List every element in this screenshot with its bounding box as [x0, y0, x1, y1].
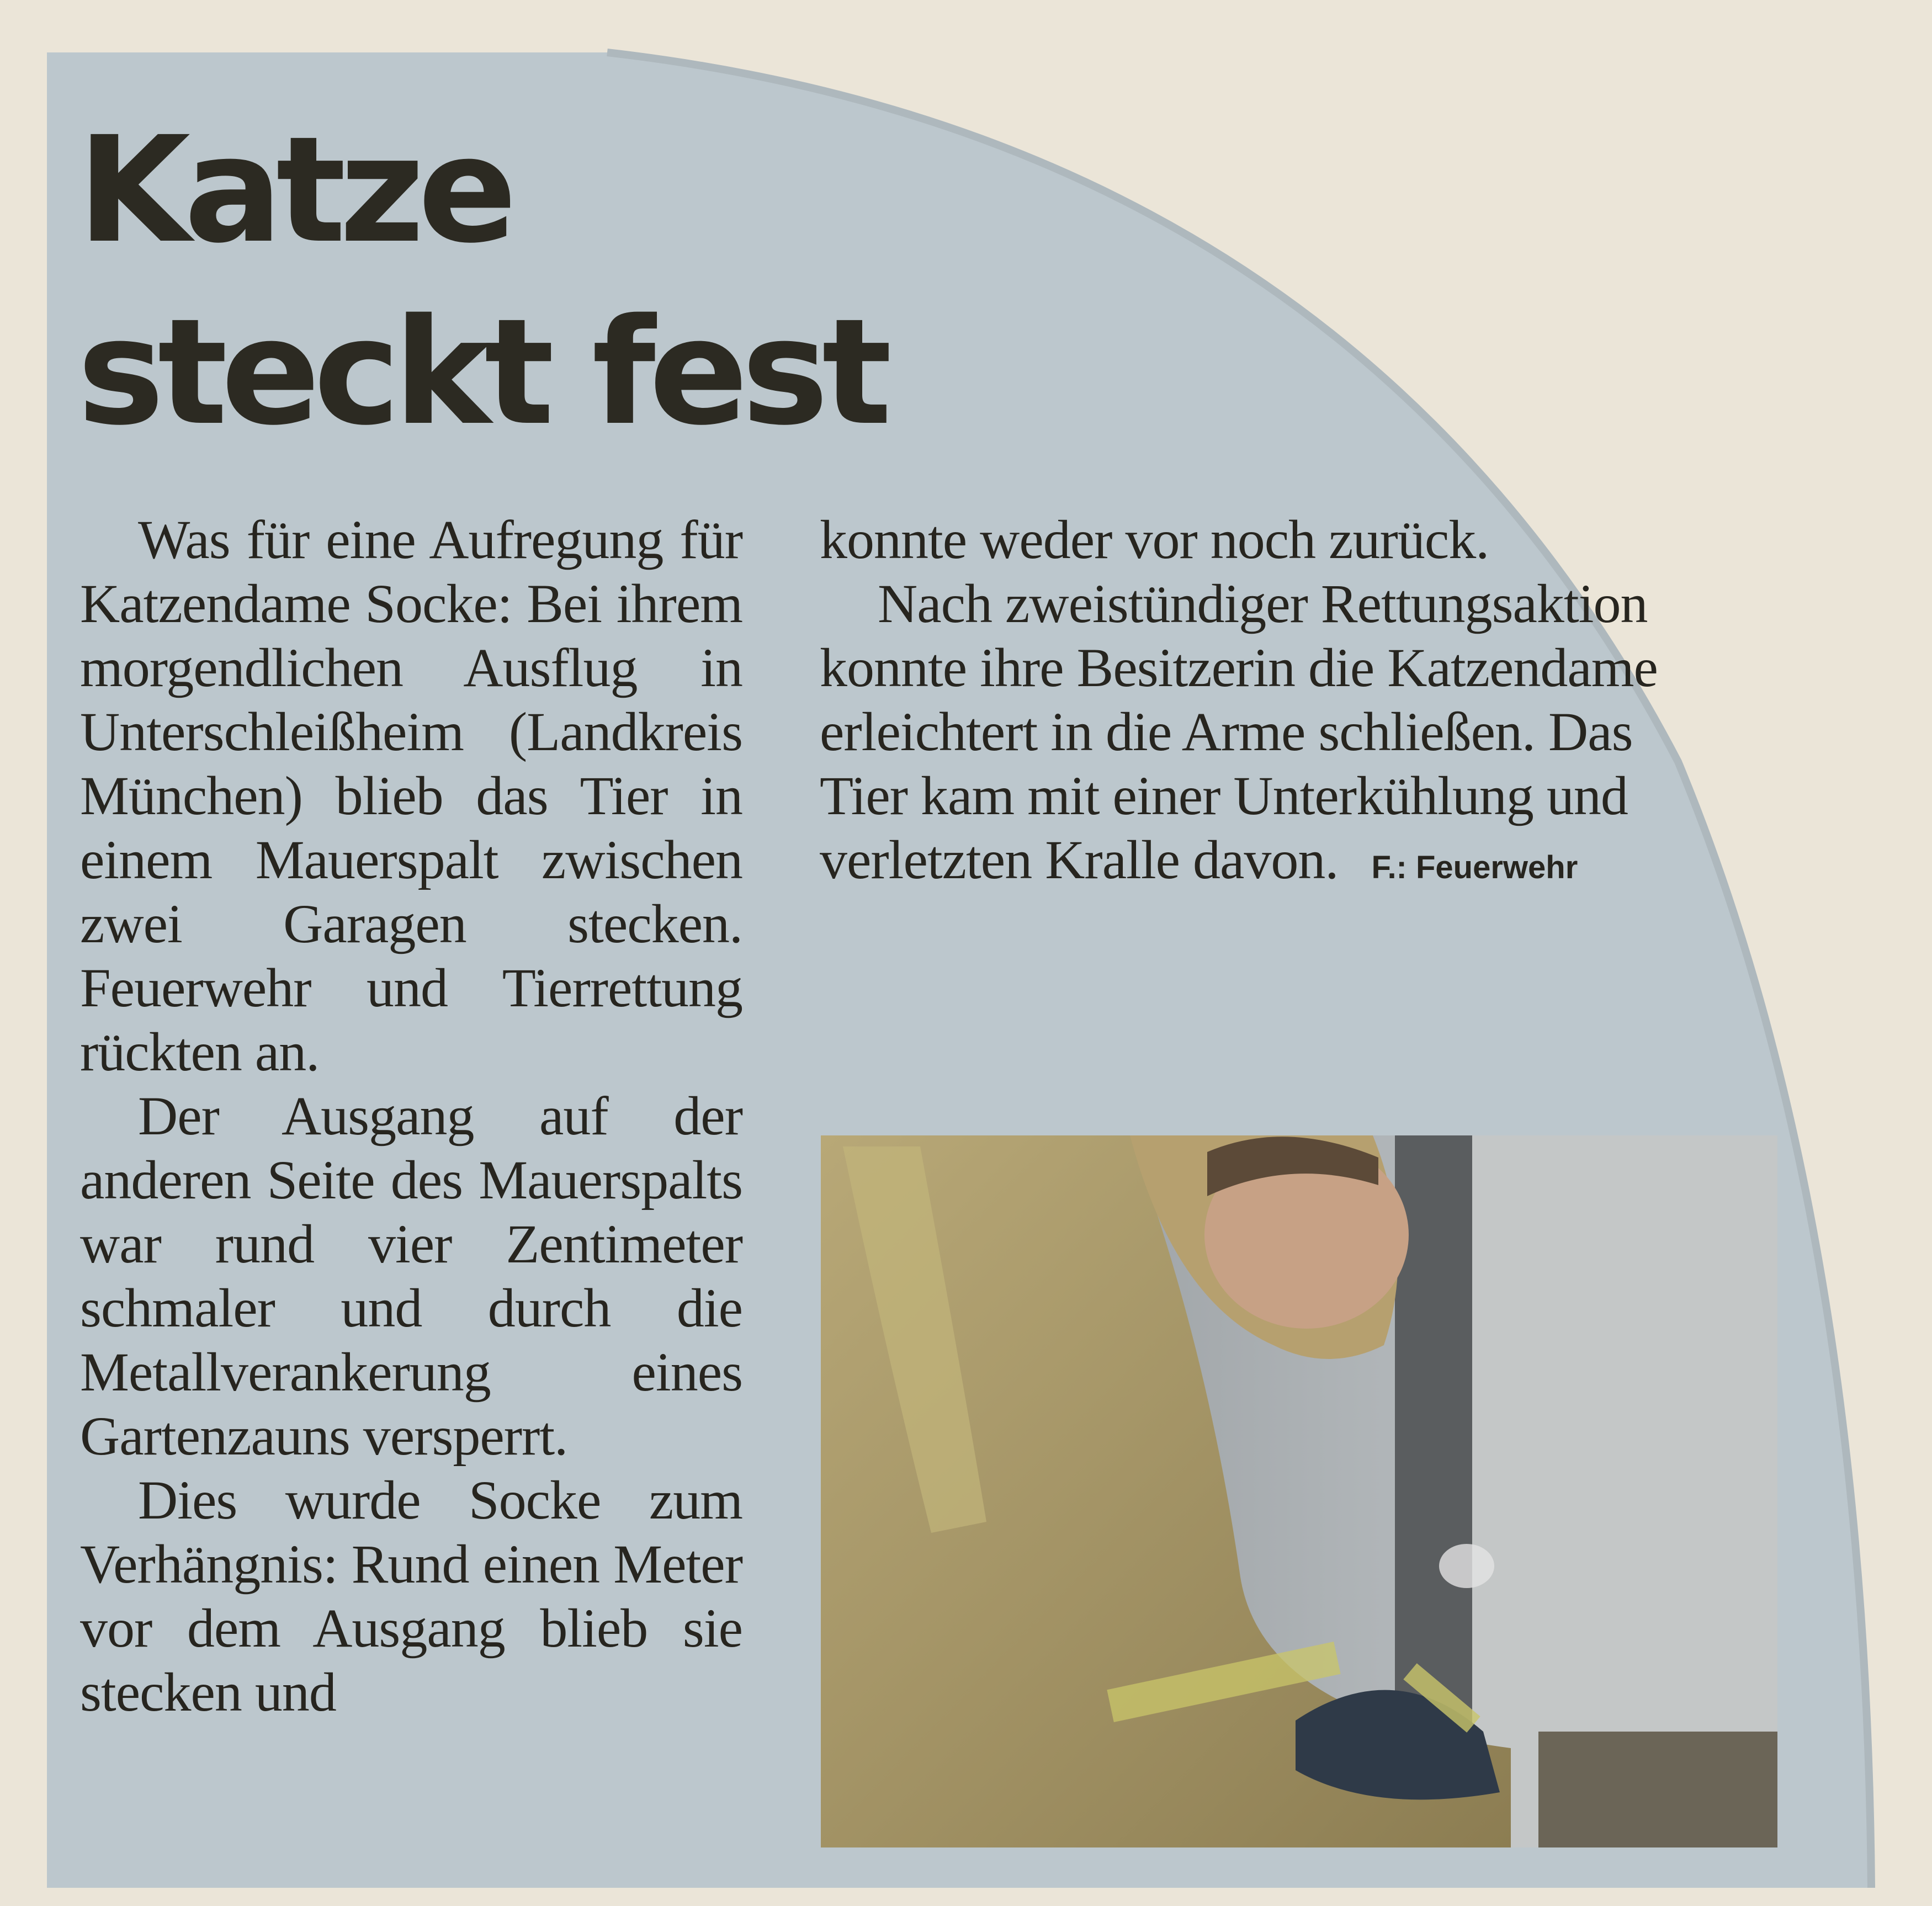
headline-line-2: steckt fest — [77, 288, 885, 458]
paragraph-3: Dies wurde Socke zum Verhängnis: Rund einen Meter vor dem Ausgang blieb sie stecken und — [80, 1469, 742, 1723]
article-column-right — [820, 508, 1681, 900]
photo-credit: F.: Feuerwehr — [1371, 850, 1578, 885]
paragraph-1: Was für eine Aufregung für Katzendame Socke: Bei ihrem morgendlichen Ausflug in Unterschleißheim (Landkreis München) blieb das Tier in einem Mauerspalt zwischen zwei Garagen stecken. Feuerwehr und Tierrettung rückten an. — [80, 509, 742, 1082]
article-photo — [821, 1135, 1777, 1847]
article-column-left — [80, 508, 742, 1724]
firefighter-photo — [821, 1135, 1777, 1847]
paragraph-5 — [820, 572, 1681, 900]
paragraph-5-text: Nach zweistündiger Rettungsaktion konnte ihre Besitzerin die Katzendame erleichtert in die Arme schließen. Das Tier kam mit einer Unterkühlung und verletzten Kralle davon. — [820, 573, 1658, 890]
headline-line-1: Katze — [77, 105, 511, 275]
paragraph-2: Der Ausgang auf der anderen Seite des Mauerspalts war rund vier Zentimeter schmaler und durch die Metallverankerung eines Gartenzauns versperrt. — [80, 1085, 742, 1467]
paragraph-4: konnte weder vor noch zurück. — [820, 509, 1489, 570]
headline — [77, 99, 885, 464]
